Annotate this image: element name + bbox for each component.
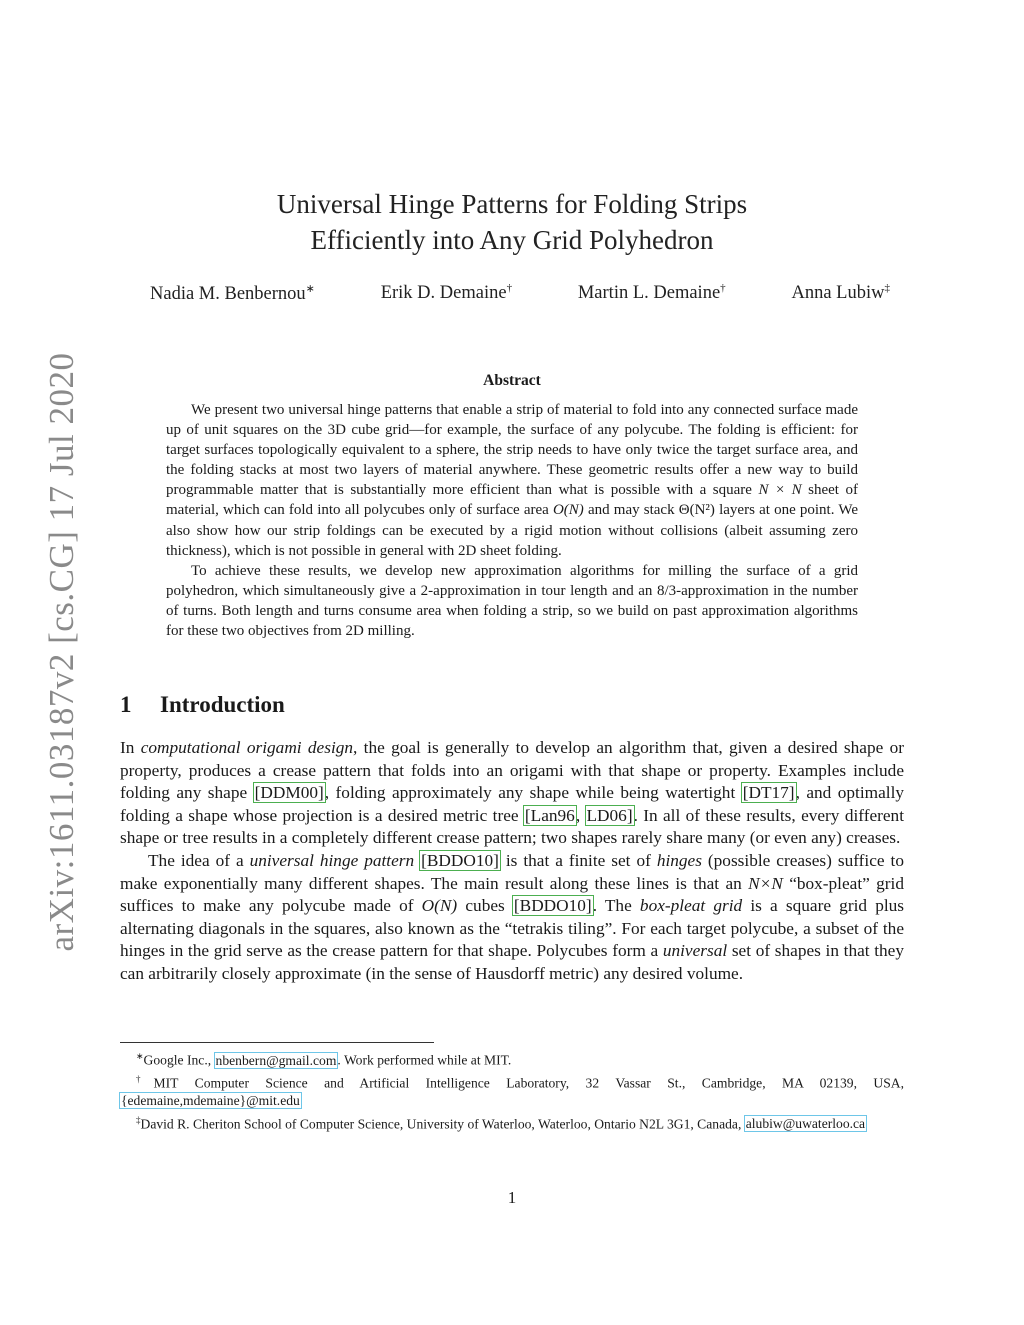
text-run: , the goal is generally to develop an algorithm that, given a desired shape or property, produces a crease pattern that folds into an origami with that shape or property. Examples include folding any shape [120,738,904,803]
citation-link[interactable]: [BDDO10] [421,850,499,870]
author [381,282,512,305]
text-run: In [120,738,141,757]
text-run: sheet of material, which can fold into all polycubes only of surface area [166,482,858,519]
author-name: Erik D. Demaine [380,283,507,304]
citation-link[interactable]: [DT17] [742,783,795,803]
author-affiliation-mark: † [506,282,513,294]
emphasis: hinges [656,850,702,870]
author-name: Anna Lubiw [791,283,885,304]
abstract-paragraph [166,400,858,561]
author-name: Martin L. Demaine [577,283,721,304]
author [578,282,726,305]
footnote-mark: † [136,1073,154,1084]
math-expression: O(N) [421,896,458,916]
text-run: , folding approximately any shape while being watertight [324,783,742,803]
author-affiliation-mark: † [720,282,726,294]
footnote [120,1111,904,1134]
text-run: “box-pleat” grid suffices to make any polycube made of [120,873,904,916]
section-heading [120,692,285,718]
page-number: 1 [507,1188,517,1207]
abstract-paragraph: To achieve these results, we develop new approximation algorithms for milling the surface of a grid polyhedron, which simultaneously give a 2-approximation in tour length and an 8/3-approximation in the number of turns. Both length and turns consume area when folding a strip, so we build on past approximation algorithms for these two objectives from 2D milling. [166,562,858,640]
text-run: is a square grid plus alternating diagonals in the squares, also known as the “tetrakis tiling”. For each target polycube, a subset of the hinges in the grid serve as the crease pattern for that shape. Polycubes form a [120,896,905,961]
abstract-heading: Abstract [483,372,541,389]
email-link[interactable]: alubiw@uwaterloo.ca [745,1116,866,1132]
text-run: . In all of these results, every different shape or tree results in a completely different crease pattern; two shapes rarely share many (or even any) creases. [120,805,904,848]
author [791,282,890,305]
footnote [120,1047,904,1070]
author [150,282,315,305]
abstract-body [166,400,858,641]
text-run: layers at one point. We also show how our strip foldings can be executed by a rigid motion without collisions (albeit assuming zero thickness), which is not possible in general with 2D sheet folding. [166,502,858,559]
author-list [150,282,890,305]
arxiv-identifier: arXiv:1611.03187v2 [cs.CG] 17 Jul 2020 [42,352,81,952]
text-run: We present two universal hinge patterns that enable a strip of material to fold into any connected surface made up of unit squares on the 3D cube grid—for example, the surface of any polycube. The folding is efficient: for target surfaces topologically equivalent to a sphere, the strip needs to have only twice the target surface area, and the folding stacks at most two layers of material anywhere. These geometric results offer a new way to build programmable matter that is substantially more efficient than what is possible with a square [166,402,858,499]
emphasis: universal [662,941,728,961]
footnotes [120,1047,904,1133]
text-run: , [575,805,586,825]
author-name: Nadia M. Benbernou [150,284,306,305]
paper-title [0,186,1024,258]
math-expression: N × N [758,482,802,499]
citation-link[interactable]: [Lan96 [524,805,575,825]
math-expression: N×N [748,873,783,893]
text-run: . The [592,896,640,916]
text-run: (possible creases) suffice to make exponentially many different shapes. The main result along these lines is that an [120,850,904,893]
email-link[interactable]: {edemaine,mdemaine}@mit.edu [121,1093,300,1109]
section-title: Introduction [160,692,285,717]
text-run: and may stack [583,502,679,519]
author-affiliation-mark: ∗ [305,283,315,295]
text-run: MIT Computer Science and Artificial Intelligence Laboratory, 32 Vassar St., Cambridge, MA 02139, USA, [153,1075,904,1091]
math-expression: O(N) [552,502,584,519]
email-link[interactable]: nbenbern@gmail.com [215,1052,337,1068]
text-run: set of shapes in that they can arbitrarily closely approximate (in the sense of Hausdorff metric) any desired volume. [120,941,904,983]
footnote [120,1070,904,1111]
citation-link[interactable]: LD06] [586,805,633,825]
text-run: David R. Cheriton School of Computer Science, University of Waterloo, Waterloo, Ontario N2L 3G1, Canada, [140,1116,745,1132]
text-run: cubes [457,896,513,916]
citation-link[interactable]: [BDDO10] [513,896,592,916]
emphasis: universal hinge pattern [249,850,415,870]
footnote-mark: ∗ [136,1051,144,1061]
text-run: , and optimally folding a shape whose projection is a desired metric tree [120,783,905,825]
introduction-body [120,737,904,986]
section-number: 1 [120,692,132,717]
footnote-mark: ‡ [136,1114,141,1125]
math-expression: Θ(N²) [678,502,715,519]
text-run: Google Inc., [143,1052,215,1068]
citation-link[interactable]: [DDM00] [254,783,324,803]
text-run: . Work performed while at MIT. [337,1052,512,1068]
body-paragraph [120,737,904,850]
text-run: The idea of a [148,850,250,870]
author-affiliation-mark: ‡ [884,282,890,294]
emphasis: box-pleat grid [639,896,743,916]
text-run: is that a finite set of [499,850,657,870]
title-line-1: Universal Hinge Patterns for Folding Strips [276,189,748,219]
emphasis: computational origami design [140,738,354,757]
title-line-2: Efficiently into Any Grid Polyhedron [310,225,714,255]
body-paragraph [120,850,904,986]
footnote-divider [120,1042,434,1043]
